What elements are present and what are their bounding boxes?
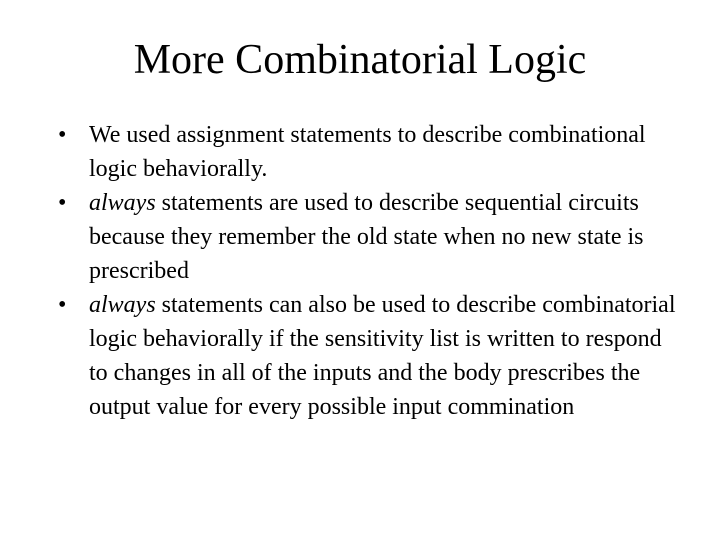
bullet-keyword: always	[89, 190, 156, 216]
bullet-item-2	[58, 186, 678, 288]
bullet-icon: •	[58, 292, 67, 318]
bullet-icon: •	[58, 122, 67, 148]
bullet-keyword: always	[89, 292, 156, 318]
bullet-item-1	[58, 118, 678, 186]
bullet-text: statements are used to describe sequential circuits because they remember the old state when no new state is prescribed	[89, 190, 644, 284]
bullet-text: statements can also be used to describe combinatorial logic behaviorally if the sensitivity list is written to respond to changes in all of the inputs and the body prescribes the output value for every possible input commination	[89, 292, 676, 420]
slide-title: More Combinatorial Logic	[133, 37, 587, 83]
bullet-item-3	[58, 288, 678, 424]
bullet-text: We used assignment statements to describe combinational logic behaviorally.	[89, 122, 646, 182]
bullet-icon: •	[58, 190, 67, 216]
bullet-list	[58, 118, 678, 424]
